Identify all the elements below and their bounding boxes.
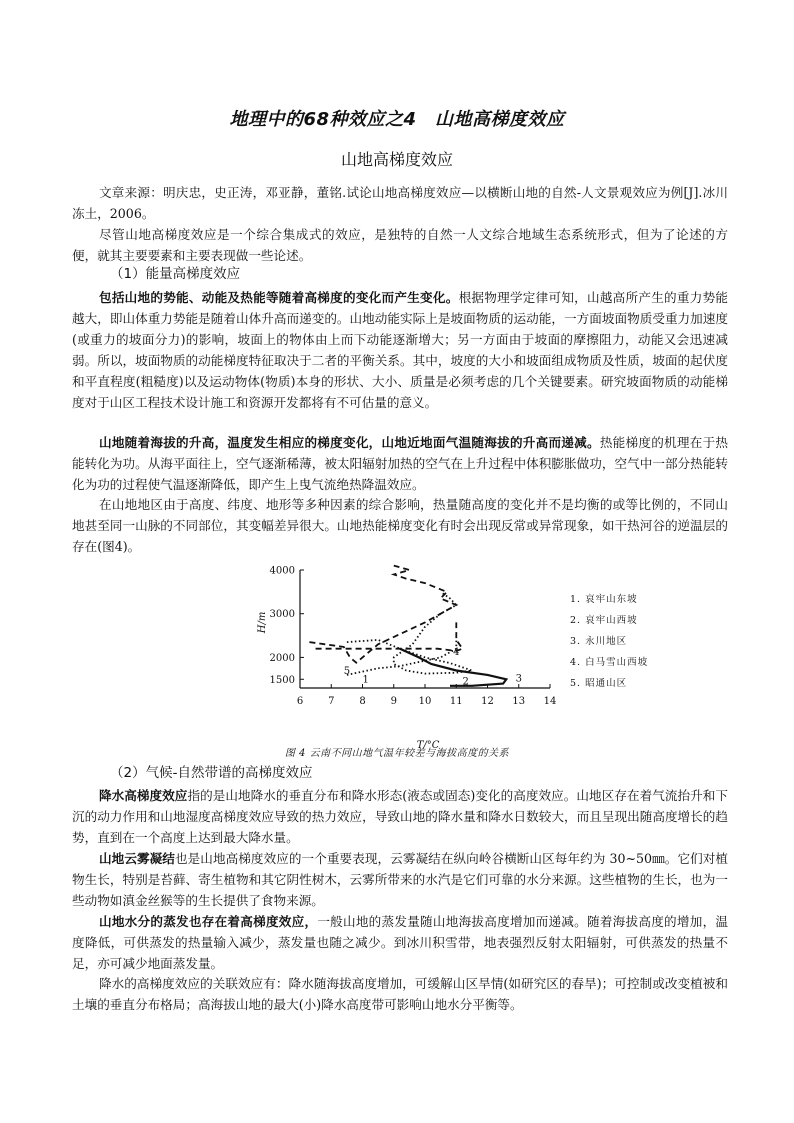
- section-heading-energy: （1）能量高梯度效应: [110, 266, 241, 282]
- legend-entry-2: 2. 哀牢山西坡: [570, 615, 638, 626]
- y-tick-label: 3000: [269, 609, 295, 621]
- x-tick-label: 14: [543, 696, 557, 707]
- evaporation-paragraph: [72, 911, 728, 974]
- energy-paragraph-2-lead: 山地随着海拔的升高，温度发生相应的梯度变化，山地近地面气温随海拔的升高而递减。: [99, 435, 600, 450]
- x-tick-label: 8: [359, 696, 366, 707]
- figure-caption: 图 4 云南不同山地气温年较差与海拔高度的关系: [284, 748, 510, 759]
- related-effects-paragraph: 降水的高梯度效应的关联效应有：降水随海拔高度增加，可缓解山区旱情(如研究区的春旱)；可控制或改变植被和土壤的垂直分布格局；高海拔山地的最大(小)降水高度带可影响山地水分平衡等。: [72, 976, 728, 1012]
- series-inline-label-3: 3: [515, 673, 522, 685]
- precipitation-paragraph: [72, 785, 728, 848]
- cloud-paragraph-lead: 山地云雾凝结: [99, 851, 175, 866]
- energy-paragraph-2-body: 热能梯度的机理在于热能转化为功。从海平面往上，空气逐渐稀薄，被太阳辐射加热的空气在上升过程中体积膨胀做功，空气中一部分热能转化为功的过程使气温逐渐降低，即产生上曳气流绝热降温效应。: [72, 435, 729, 492]
- energy-paragraph-1: [72, 287, 728, 413]
- y-tick-label: 1500: [269, 674, 295, 686]
- evaporation-paragraph-body: 一般山地的蒸发量随山地海拔高度增加而递减。随着海拔高度的增加，温度降低，可供蒸发的热量输入减少，蒸发量也随之减少。到冰川积雪带，地表强烈反射太阳辐射，可供蒸发的热量不足，亦可减少地面蒸发量。: [72, 914, 729, 971]
- precipitation-paragraph-body: 指的是山地降水的垂直分布和降水形态(液态或固态)变化的高度效应。山地区存在着气流抬升和下沉的动力作用和山地湿度高梯度效应导致的热力效应，导致山地的降水量和降水日数较大，而且呈现出随高度增长的趋势，直到在一个高度上达到最大降水量。: [72, 788, 729, 845]
- section-heading-climate: （2）气候-自然带谱的高梯度效应: [110, 765, 313, 781]
- x-tick-label: 10: [418, 696, 432, 707]
- energy-paragraph-3: 在山地地区由于高度、纬度、地形等多种因素的综合影响，热量随高度的变化并不是均衡的或等比例的，不同山地甚至同一山脉的不同部位，其变幅差异很大。山地热能梯度变化有时会出现反常或异常现象，如干热河谷的逆温层的存在(图4)。: [72, 497, 728, 554]
- x-tick-label: 13: [512, 696, 526, 707]
- x-tick-label: 6: [296, 696, 304, 707]
- temperature-altitude-chart: [255, 560, 675, 760]
- precipitation-paragraph-lead: 降水高梯度效应: [99, 788, 188, 803]
- series-inline-label-2: 2: [462, 676, 469, 688]
- series-inline-label-4: 4: [453, 647, 460, 659]
- x-tick-label: 11: [449, 696, 463, 707]
- y-tick-label: 4000: [269, 565, 295, 577]
- intro-paragraph: 尽管山地高梯度效应是一个综合集成式的效应，是独特的自然一人文综合地域生态系统形式，但为了论述的方便，就其主要要素和主要表现做一些论述。: [72, 227, 728, 263]
- y-tick-label: 2000: [269, 652, 295, 664]
- evaporation-paragraph-lead: 山地水分的蒸发也存在着高梯度效应，: [99, 914, 318, 929]
- document-subtitle: 山地高梯度效应: [340, 150, 453, 169]
- document-title: 地理中的68种效应之4 山地高梯度效应: [229, 109, 565, 130]
- legend-entry-3: 3. 永川地区: [570, 636, 628, 647]
- y-axis-label: H/m: [257, 611, 268, 634]
- figure-4: [255, 560, 675, 760]
- source-paragraph: 文章来源：明庆忠，史正涛，邓亚静，董铭.试论山地高梯度效应—以横断山地的自然-人文景观效应为例[J].冰川冻土，2006。: [72, 185, 728, 221]
- energy-paragraph-1-body: 根据物理学定律可知，山越高所产生的重力势能越大，即山体重力势能是随着山体升高而递变的。山地动能实际上是坡面物质的运动能，一方面坡面物质受重力加速度(或重力的坡面分力)的影响，坡面上的物体由上而下动能逐渐增大；另一方面由于坡面的摩擦阻力，动能又会迅速减弱。所以，坡面物质的动能梯度特征取决于二者的平衡关系。其中，坡度的大小和坡面组成物质及性质，坡面的起伏度和平直程度(粗糙度)以及运动物体(物质)本身的形状、大小、质量是必须考虑的几个关键要素。研究坡面物质的动能梯度对于山区工程技术设计施工和资源开发都将有不可估量的意义。: [72, 290, 729, 410]
- x-axis-label: T/°C: [416, 740, 440, 751]
- legend-entry-4: 4. 白马雪山西坡: [570, 657, 649, 668]
- cloud-paragraph-body: 也是山地高梯度效应的一个重要表现，云雾凝结在纵向岭谷横断山区每年约为 30~50㎜。它们对植物生长，特别是苔藓、寄生植物和其它阴性树木，云雾所带来的水汽是它们可靠的水分来源。这些植物的生长，也为一些动物如滇金丝猴等的生长提供了食物来源。: [72, 851, 729, 908]
- legend-entry-5: 5. 昭通山区: [570, 678, 628, 689]
- x-tick-label: 12: [481, 696, 494, 707]
- x-tick-label: 7: [328, 696, 335, 707]
- cloud-paragraph: [72, 848, 728, 911]
- series-line-4: [316, 622, 463, 651]
- series-inline-label-1: 1: [362, 674, 369, 686]
- legend-entry-1: 1. 哀牢山东坡: [570, 594, 638, 605]
- energy-paragraph-1-lead: 包括山地的势能、动能及热能等随着高梯度的变化而产生变化。: [99, 290, 459, 305]
- energy-paragraph-2: [72, 432, 728, 495]
- x-tick-label: 9: [390, 696, 397, 707]
- series-inline-label-5: 5: [343, 666, 351, 678]
